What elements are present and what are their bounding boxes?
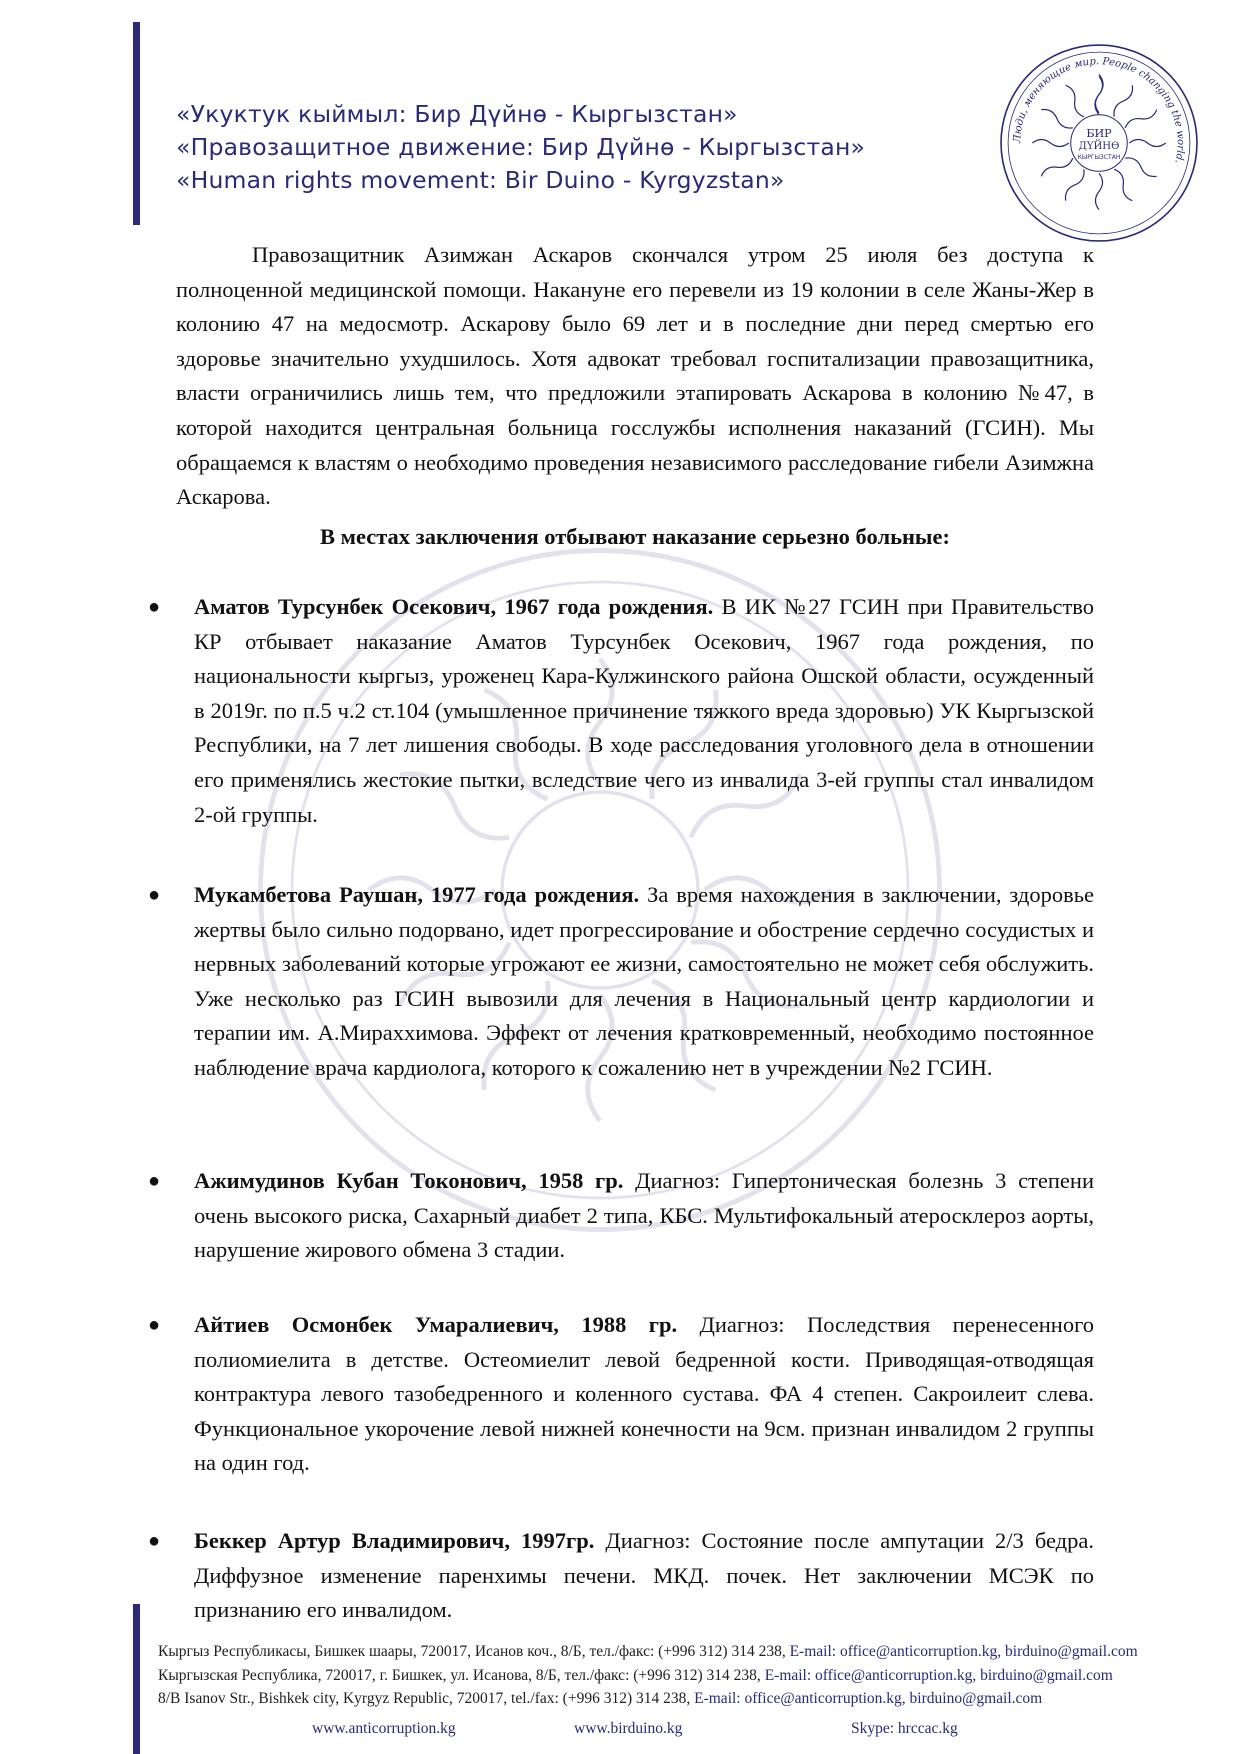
organization-seal-logo — [998, 42, 1200, 244]
patient-name: Аматов Турсунбек Осекович, 1967 года рождения. — [194, 594, 714, 619]
patient-name: Ажимудинов Кубан Токонович, 1958 гр. — [194, 1168, 624, 1193]
list-bullet: ● — [148, 884, 161, 906]
seal-ring-text: Люди, меняющие мир. People changing the world. — [1012, 56, 1186, 165]
footer-address-russian: Кыргызская Республика, 720017, г. Бишкек, ул. Исанова, 8/Б, тел./факс: (+996 312) 314 238, E-mail: office@anticorruption.kg, birduino@gmail.com — [158, 1666, 1113, 1684]
patient-description: Диагноз: Гипертоническая болезнь 3 степени очень высокого риска, Сахарный диабет 2 типа, КБС. Мультифокальный атеросклероз аорты, нарушение жирового обмена 3 стадии. — [194, 1168, 1094, 1263]
seal-center-text-top: БИР — [1086, 126, 1112, 140]
org-name-russian: «Правозащитное движение: Бир Дүйнө - Кыргызстан» — [176, 133, 866, 161]
list-item — [194, 878, 1094, 1086]
list-item — [194, 1164, 1094, 1268]
patient-description: За время нахождения в заключении, здоровье жертвы было сильно подорвано, идет прогрессирование и обострение сердечно сосудистых и нервных заболеваний которые угрожают ее жизни, самостоятельно не может себя обслужить. Уже несколько раз ГСИН вывозили для лечения в Национальный центр кардиологии и терапии им. А.Мирахxимова. Эффект от лечения кратковременный, необходимо постоянное наблюдение врача кардиолога, которого к сожалению нет в учреждении №2 ГСИН. — [194, 882, 1094, 1080]
intro-paragraph: Правозащитник Азимжан Аскаров скончался утром 25 июля без доступа к полноценной медицинской помощи. Накануне его перевели из 19 колонии в селе Жаны-Жер в колонию 47 на медосмотр. Аскарову было 69 лет и в последние дни перед смертью его здоровье значительно ухудшилось. Хотя адвокат требовал госпитализации правозащитника, власти ограничились лишь тем, что предложили этапировать Аскарова в колонию №47, в которой находится центральная больница госслужбы исполнения наказаний (ГСИН). Мы обращаемся к властям о необходимо проведения независимого расследование гибели Азимжна Аскарова. — [176, 242, 1094, 510]
patient-name: Айтиев Осмонбек Умаралиевич, 1988 гр. — [194, 1312, 678, 1337]
header-accent-bar — [133, 22, 140, 225]
patient-description: Диагноз: Последствия перенесенного полиомиелита в детстве. Остеомиелит левой бедренной кости. Приводящая-отводящая контрактура левого тазобедренного и коленного сустава. ФА 4 степен. Сакроилеит слева. Функциональное укорочение левой нижней конечности на 9см. признан инвалидом 2 группы на один год. — [194, 1312, 1094, 1476]
footer-email-link[interactable]: E-mail: office@anticorruption.kg, birduino@gmail.com — [694, 1690, 1043, 1707]
skype-contact[interactable]: Skype: hrccac.kg — [851, 1720, 958, 1737]
footer-address-kyrgyz: Кыргыз Республикасы, Бишкек шаары, 720017, Исанов коч., 8/Б, тел./факс: (+996 312) 314 238, E-mail: office@anticorruption.kg, birduino@gmail.com — [158, 1643, 1138, 1660]
footer-email-link[interactable]: E-mail: office@anticorruption.kg, birduino@gmail.com — [764, 1666, 1113, 1684]
list-item — [194, 1308, 1094, 1481]
footer-address-english: 8/B Isanov Str., Bishkek city, Kyrgyz Republic, 720017, tel./fax: (+996 312) 314 238, E-mail: office@anticorruption.kg, birduino@gmail.com — [158, 1690, 1043, 1707]
list-item — [194, 590, 1094, 832]
patient-description: В ИК №27 ГСИН при Правительство КР отбывает наказание Аматов Турсунбек Осекович, 1967 года рождения, по национальности кыргыз, уроженец Кара-Кулжинского района Ошской области, осужденный в 2019г. по п.5 ч.2 ст.104 (умышленное причинение тяжкого вреда здоровью) УК Кыргызской Республики, на 7 лет лишения свободы. В ходе расследования уголовного дела в отношении его применялись жестокие пытки, вследствие чего из инвалида 3-ей группы стал инвалидом 2-ой группы. — [194, 594, 1094, 827]
list-item — [194, 1524, 1094, 1628]
list-bullet: ● — [148, 1530, 161, 1552]
patient-name: Беккер Артур Владимирович, 1997гр. — [194, 1528, 595, 1553]
seal-center-text-bottom: КЫРГЫЗСТАН — [1077, 154, 1121, 162]
org-name-kyrgyz: «Укуктук кыймыл: Бир Дүйнө - Кыргызстан» — [176, 100, 738, 128]
website-link-birduino[interactable]: www.birduino.kg — [574, 1720, 683, 1737]
seal-center-text-mid: ДҮЙНӨ — [1078, 141, 1120, 153]
footer-email-link[interactable]: E-mail: office@anticorruption.kg, birduino@gmail.com — [789, 1643, 1138, 1660]
org-name-english: «Human rights movement: Bir Duino - Kyrgyzstan» — [176, 166, 785, 194]
website-link-anticorruption[interactable]: www.anticorruption.kg — [312, 1720, 456, 1737]
organization-header — [176, 98, 976, 197]
patient-description: Диагноз: Состояние после ампутации 2/3 бедра. Диффузное изменение паренхимы печени. МКД. почек. Нет заключении МСЭК по признанию его инвалидом. — [194, 1528, 1094, 1623]
list-bullet: ● — [148, 1314, 161, 1336]
footer-accent-bar — [133, 1604, 140, 1754]
footer-contacts — [158, 1640, 1218, 1711]
list-bullet: ● — [148, 596, 161, 618]
section-heading: В местах заключения отбывают наказание серьезно больные: — [320, 524, 950, 549]
patient-name: Мукамбетова Раушан, 1977 года рождения. — [194, 882, 640, 907]
list-bullet: ● — [148, 1170, 161, 1192]
